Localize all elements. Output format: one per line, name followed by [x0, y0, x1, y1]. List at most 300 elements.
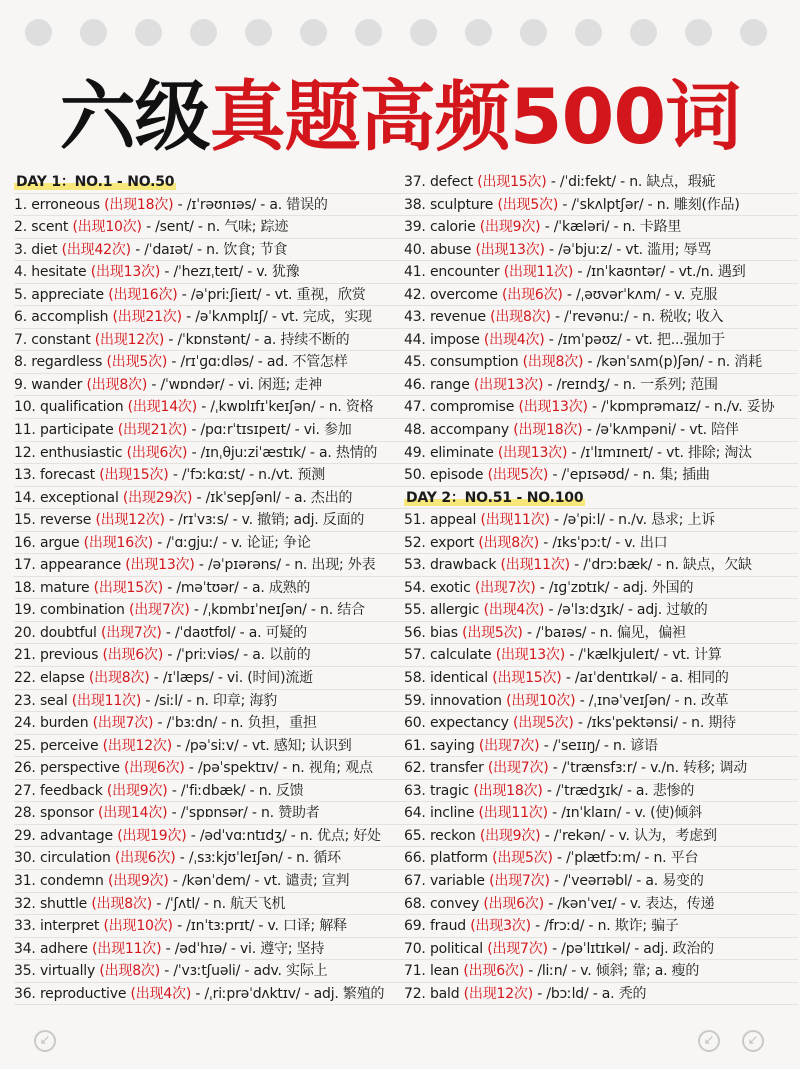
word-entry [404, 960, 798, 983]
binder-hole [80, 19, 107, 46]
word-entry [14, 464, 404, 487]
word-frequency: (出现15次) [99, 467, 169, 484]
word-frequency: (出现29次) [122, 489, 193, 506]
binder-hole [25, 19, 52, 46]
word-term: bald [429, 985, 460, 1002]
word-term: calculate [429, 647, 492, 664]
word-frequency: (出现6次) [483, 895, 544, 912]
word-definition: - /ˈplætfɔːm/ - n. 平台 [552, 850, 699, 867]
binder-hole [520, 19, 547, 46]
word-definition: - /ɪnˈtɜːprɪt/ - v. 口译; 解释 [172, 918, 347, 935]
word-definition: - /ɪksˈpɔːt/ - v. 出口 [539, 534, 668, 551]
word-term: constant [31, 331, 91, 348]
binder-hole [410, 19, 437, 46]
word-entry [14, 194, 404, 217]
word-entry [14, 712, 404, 735]
word-definition: - /ˌriːprəˈdʌktɪv/ - adj. 繁殖的 [191, 985, 385, 1002]
word-term: perceive [39, 737, 99, 754]
word-frequency: (出现8次) [522, 354, 584, 371]
word-term: political [429, 940, 483, 957]
word-number: 57. [404, 647, 426, 664]
word-term: previous [39, 647, 99, 664]
word-number: 38. [404, 196, 426, 213]
word-term: compromise [429, 399, 515, 416]
word-term: consumption [429, 354, 519, 371]
word-definition: - /ˈvɜːtʃuəli/ - adv. 实际上 [159, 963, 328, 980]
word-entry [404, 284, 798, 307]
word-definition: - /ˈtrænsfɜːr/ - v./n. 转移; 调动 [548, 760, 748, 777]
word-number: 48. [404, 422, 426, 439]
word-number: 36. [14, 985, 36, 1002]
word-number: 71. [404, 963, 426, 980]
word-term: variable [429, 872, 485, 889]
word-term: overcome [429, 286, 498, 303]
word-definition: - /ˈrevənuː/ - n. 税收; 收入 [550, 309, 724, 326]
word-number: 41. [404, 264, 426, 281]
word-frequency: (出现13次) [90, 264, 161, 281]
word-term: range [429, 376, 470, 393]
word-term: doubtful [39, 624, 97, 641]
word-number: 72. [404, 985, 426, 1002]
word-number: 66. [404, 850, 426, 867]
word-number: 4. [14, 264, 27, 281]
word-term: abuse [429, 241, 472, 258]
word-number: 27. [14, 782, 36, 799]
word-entry [14, 757, 404, 780]
word-number: 68. [404, 895, 426, 912]
word-definition: - /aɪˈdentɪkəl/ - a. 相同的 [561, 670, 729, 687]
word-definition: - /ˈdrɔːbæk/ - n. 缺点，欠缺 [569, 557, 752, 574]
word-frequency: (出现42次) [61, 241, 131, 258]
word-definition: - /ˈʃʌtl/ - n. 航天飞机 [151, 895, 286, 912]
word-number: 64. [404, 805, 426, 822]
word-term: enthusiastic [39, 444, 123, 461]
word-definition: - /pəˈspektɪv/ - n. 视角; 观点 [184, 760, 373, 777]
word-entry [14, 667, 404, 690]
word-number: 54. [404, 579, 426, 596]
word-frequency: (出现7次) [474, 579, 536, 596]
word-term: accompany [429, 422, 509, 439]
word-term: defect [429, 174, 473, 190]
word-frequency: (出现5次) [512, 715, 574, 732]
word-entry [404, 915, 798, 938]
word-entry [404, 938, 798, 961]
word-definition: - /ɪɡˈzɒtɪk/ - adj. 外国的 [535, 579, 694, 596]
word-number: 14. [14, 489, 36, 506]
word-term: expectancy [429, 715, 509, 732]
word-term: appeal [429, 512, 477, 529]
word-entry [404, 667, 798, 690]
word-frequency: (出现7次) [92, 715, 154, 732]
word-term: wander [31, 376, 83, 393]
word-frequency: (出现7次) [487, 760, 549, 777]
word-frequency: (出现21次) [112, 309, 182, 326]
word-frequency: (出现12次) [102, 737, 172, 754]
word-number: 10. [14, 399, 36, 416]
word-definition: - /ˈkælkjuleɪt/ - vt. 计算 [565, 647, 722, 664]
word-entry [14, 938, 404, 961]
word-number: 34. [14, 940, 36, 957]
word-entry [404, 554, 798, 577]
word-definition: - /əˈpriːʃieɪt/ - vt. 重视，欣赏 [177, 286, 366, 303]
word-number: 23. [14, 692, 36, 709]
word-term: fraud [429, 918, 466, 935]
word-term: eliminate [429, 444, 494, 461]
word-definition: - /əˈpɪərəns/ - n. 出现; 外表 [194, 557, 376, 574]
word-frequency: (出现7次) [489, 872, 550, 889]
word-frequency: (出现16次) [83, 534, 154, 551]
word-entry [404, 532, 798, 555]
word-frequency: (出现5次) [497, 196, 559, 213]
word-term: incline [429, 805, 475, 822]
word-entry [14, 554, 404, 577]
word-frequency: (出现6次) [102, 647, 164, 664]
word-number: 17. [14, 557, 36, 574]
binder-hole [245, 19, 272, 46]
word-term: sponsor [39, 805, 94, 822]
word-frequency: (出现15次) [477, 174, 547, 190]
word-frequency: (出现6次) [126, 444, 188, 461]
word-definition: - /ədˈhɪə/ - vi. 遵守; 坚持 [161, 940, 325, 957]
word-term: exotic [429, 579, 471, 596]
word-number: 33. [14, 918, 36, 935]
word-number: 18. [14, 579, 36, 596]
word-term: combination [39, 602, 125, 619]
word-frequency: (出现7次) [487, 940, 548, 957]
word-definition: - /sent/ - n. 气味; 踪迹 [141, 219, 289, 236]
word-frequency: (出现5次) [487, 467, 549, 484]
word-term: circulation [39, 850, 111, 867]
word-entry [404, 802, 798, 825]
word-number: 5. [14, 286, 27, 303]
word-entry [14, 690, 404, 713]
word-frequency: (出现18次) [513, 422, 583, 439]
word-term: reproductive [39, 985, 127, 1002]
word-entry [404, 442, 798, 465]
binder-hole [685, 19, 712, 46]
word-entry [14, 847, 404, 870]
word-entry [14, 487, 404, 510]
word-frequency: (出现9次) [479, 219, 541, 236]
page-title: 六级真题高频500词 [59, 72, 741, 161]
word-number: 26. [14, 760, 36, 777]
word-number: 21. [14, 647, 36, 664]
word-entry [14, 802, 404, 825]
word-term: innovation [429, 692, 502, 709]
word-entry [404, 644, 798, 667]
word-frequency: (出现7次) [128, 602, 190, 619]
word-term: elapse [39, 670, 85, 687]
word-number: 11. [14, 422, 36, 439]
word-frequency: (出现3次) [470, 918, 531, 935]
word-number: 35. [14, 963, 36, 980]
word-definition: - /ˌsɜːkjʊˈleɪʃən/ - n. 循环 [175, 850, 341, 867]
word-number: 6. [14, 309, 27, 326]
word-definition: - /ˈkæləri/ - n. 卡路里 [540, 219, 682, 236]
word-entry [404, 374, 798, 397]
word-entry [404, 847, 798, 870]
word-definition: - /əˈbjuːz/ - vt. 滥用; 辱骂 [544, 241, 712, 258]
word-term: regardless [31, 354, 103, 371]
word-definition: - /ˌkwɒlɪfɪˈkeɪʃən/ - n. 资格 [196, 399, 374, 416]
word-frequency: (出现6次) [114, 850, 176, 867]
word-frequency: (出现5次) [492, 850, 553, 867]
word-term: bias [429, 624, 458, 641]
word-definition: - /ˈepɪsəʊd/ - n. 集; 插曲 [548, 467, 710, 484]
word-number: 22. [14, 670, 36, 687]
word-frequency: (出现6次) [502, 286, 563, 303]
word-definition: - /pəˈsiːv/ - vt. 感知; 认识到 [172, 737, 352, 754]
word-term: mature [39, 579, 90, 596]
word-frequency: (出现10次) [506, 692, 576, 709]
binder-hole [740, 19, 767, 46]
word-number: 70. [404, 940, 426, 957]
word-entry [404, 712, 798, 735]
word-entry [14, 825, 404, 848]
word-frequency: (出现19次) [117, 827, 187, 844]
word-number: 61. [404, 737, 426, 754]
word-entry [404, 329, 798, 352]
word-entry [404, 396, 798, 419]
word-number: 47. [404, 399, 426, 416]
word-term: saying [429, 737, 475, 754]
word-frequency: (出现4次) [130, 985, 192, 1002]
word-entry [14, 442, 404, 465]
word-definition: - /ˈbaɪəs/ - n. 偏见，偏袒 [522, 624, 686, 641]
word-number: 37. [404, 174, 426, 190]
word-entry [404, 780, 798, 803]
word-term: transfer [429, 760, 484, 777]
word-term: identical [429, 670, 488, 687]
word-term: episode [429, 467, 484, 484]
word-entry [404, 216, 798, 239]
binder-hole [135, 19, 162, 46]
word-entry [14, 983, 404, 1006]
word-frequency: (出现16次) [108, 286, 178, 303]
word-number: 8. [14, 354, 27, 371]
word-definition: - /rɪˈvɜːs/ - v. 撤销; adj. 反面的 [164, 512, 365, 529]
word-entry [14, 780, 404, 803]
word-number: 58. [404, 670, 426, 687]
word-definition: - /ˈbɜːdn/ - n. 负担，重担 [153, 715, 317, 732]
binder-hole [355, 19, 382, 46]
word-number: 30. [14, 850, 36, 867]
word-term: shuttle [39, 895, 88, 912]
word-definition: - /ˈseɪɪŋ/ - n. 谚语 [539, 737, 658, 754]
word-frequency: (出现13次) [475, 241, 545, 258]
word-entry [14, 419, 404, 442]
word-term: reckon [429, 827, 476, 844]
word-definition: - /ˌkɒmbɪˈneɪʃən/ - n. 结合 [189, 602, 365, 619]
word-entry [14, 735, 404, 758]
word-definition: - /ˈveərɪəbl/ - a. 易变的 [549, 872, 704, 889]
word-entry [404, 983, 798, 1006]
binder-hole [465, 19, 492, 46]
binder-hole [575, 19, 602, 46]
word-frequency: (出现10次) [103, 918, 173, 935]
word-number: 67. [404, 872, 426, 889]
word-term: participate [39, 422, 114, 439]
word-definition: - /bɔːld/ - a. 秃的 [533, 985, 647, 1002]
word-entry [14, 893, 404, 916]
word-definition: - /ˈfɔːkɑːst/ - n./vt. 预测 [168, 467, 326, 484]
word-definition: - /əˈkʌmplɪʃ/ - vt. 完成，实现 [181, 309, 372, 326]
word-number: 46. [404, 376, 426, 393]
word-entry [404, 351, 798, 374]
word-entry [404, 239, 798, 262]
word-definition: - /reɪndʒ/ - n. 一系列; 范围 [543, 376, 718, 393]
word-frequency: (出现21次) [117, 422, 188, 439]
word-term: perspective [39, 760, 120, 777]
word-definition: - /ədˈvɑːntɪdʒ/ - n. 优点; 好处 [186, 827, 381, 844]
word-term: condemn [39, 872, 104, 889]
word-definition: - /ɪˈlɪmɪneɪt/ - vt. 排除; 淘汰 [567, 444, 752, 461]
word-definition: - /ɪmˈpəʊz/ - vt. 把...强加于 [544, 331, 725, 348]
word-frequency: (出现14次) [127, 399, 197, 416]
word-entry [14, 960, 404, 983]
word-frequency: (出现9次) [106, 782, 168, 799]
word-definition: - /siːl/ - n. 印章; 海豹 [141, 692, 277, 709]
word-term: appearance [39, 557, 122, 574]
arrow-circle-icon: ↙ [742, 1030, 764, 1052]
word-term: forecast [39, 467, 95, 484]
word-definition: - /ˈkɒnstənt/ - a. 持续不断的 [164, 331, 350, 348]
word-term: seal [39, 692, 68, 709]
word-term: revenue [429, 309, 486, 326]
word-number: 16. [14, 534, 36, 551]
word-number: 69. [404, 918, 426, 935]
word-entry [14, 239, 404, 262]
word-definition: - /pəˈlɪtɪkəl/ - adj. 政治的 [547, 940, 714, 957]
word-term: drawback [429, 557, 497, 574]
word-frequency: (出现13次) [473, 376, 544, 393]
word-entry [14, 351, 404, 374]
word-definition: - /ˈtrædʒɪk/ - a. 悲惨的 [542, 782, 695, 799]
word-definition: - /ˌəʊvərˈkʌm/ - v. 克服 [562, 286, 718, 303]
word-number: 43. [404, 309, 426, 326]
word-definition: - /əˈkʌmpəni/ - vt. 陪伴 [582, 422, 739, 439]
word-definition: - /ˈrekən/ - v. 认为，考虑到 [540, 827, 717, 844]
word-number: 51. [404, 512, 426, 529]
word-frequency: (出现7次) [478, 737, 540, 754]
word-definition: - /əˈpiːl/ - n./v. 恳求; 上诉 [549, 512, 716, 529]
word-entry [404, 757, 798, 780]
word-entry [14, 306, 404, 329]
word-number: 32. [14, 895, 36, 912]
word-number: 28. [14, 805, 36, 822]
word-term: scent [31, 219, 69, 236]
word-term: virtually [39, 963, 96, 980]
right-column [404, 171, 798, 1005]
word-frequency: (出现15次) [492, 670, 562, 687]
word-term: accomplish [31, 309, 109, 326]
word-term: encounter [429, 264, 500, 281]
word-definition: - /rɪˈɡɑːdləs/ - ad. 不管怎样 [167, 354, 348, 371]
word-term: impose [429, 331, 480, 348]
word-term: qualification [39, 399, 124, 416]
word-number: 15. [14, 512, 36, 529]
word-definition: - /ˈpriːviəs/ - a. 以前的 [163, 647, 311, 664]
word-frequency: (出现13次) [125, 557, 195, 574]
word-entry [14, 396, 404, 419]
arrow-circle-icon: ↙ [698, 1030, 720, 1052]
word-frequency: (出现5次) [106, 354, 168, 371]
word-entry [404, 577, 798, 600]
word-entry [14, 915, 404, 938]
day1-header: DAY 1：NO.1 - NO.50 [14, 171, 404, 194]
word-number: 1. [14, 196, 27, 213]
day2-header: DAY 2：NO.51 - NO.100 [404, 487, 798, 510]
word-frequency: (出现8次) [91, 895, 152, 912]
word-entry [404, 306, 798, 329]
word-frequency: (出现13次) [497, 444, 568, 461]
word-term: export [429, 534, 475, 551]
word-term: reverse [39, 512, 92, 529]
word-frequency: (出现9次) [479, 827, 541, 844]
word-number: 40. [404, 241, 426, 258]
word-frequency: (出现8次) [490, 309, 551, 326]
word-definition: - /ɪnˈklaɪn/ - v. (使)倾斜 [547, 805, 703, 822]
word-frequency: (出现8次) [99, 963, 160, 980]
word-entry [404, 893, 798, 916]
word-number: 53. [404, 557, 426, 574]
word-frequency: (出现11次) [92, 940, 162, 957]
word-definition: - /ˈfiːdbæk/ - n. 反馈 [167, 782, 304, 799]
word-frequency: (出现6次) [124, 760, 185, 777]
word-number: 9. [14, 376, 27, 393]
word-entry [404, 509, 798, 532]
word-number: 45. [404, 354, 426, 371]
word-term: argue [39, 534, 80, 551]
word-frequency: (出现8次) [88, 670, 150, 687]
word-entry [14, 509, 404, 532]
word-frequency: (出现12次) [463, 985, 533, 1002]
word-number: 19. [14, 602, 36, 619]
word-entry [404, 194, 798, 217]
word-frequency: (出现4次) [483, 602, 545, 619]
word-definition: - /ˈdiːfekt/ - n. 缺点，瑕疵 [546, 174, 716, 190]
binder-hole [300, 19, 327, 46]
word-number: 50. [404, 467, 426, 484]
word-definition: - /ˈdaɪət/ - n. 饮食; 节食 [130, 241, 288, 258]
word-definition: - /kənˈsʌm(p)ʃən/ - n. 消耗 [583, 354, 762, 371]
word-number: 12. [14, 444, 36, 461]
word-entry [404, 690, 798, 713]
word-definition: - /ɪnˌθjuːziˈæstɪk/ - a. 热情的 [187, 444, 378, 461]
word-number: 29. [14, 827, 36, 844]
word-entry [404, 261, 798, 284]
word-entry [404, 171, 798, 194]
word-definition: - /kənˈdem/ - vt. 谴责; 宣判 [168, 872, 350, 889]
word-number: 56. [404, 624, 426, 641]
word-definition: - /frɔːd/ - n. 欺诈; 骗子 [530, 918, 679, 935]
word-number: 65. [404, 827, 426, 844]
word-term: advantage [39, 827, 113, 844]
word-term: diet [31, 241, 58, 258]
word-definition: - /ˈspɒnsər/ - n. 赞助者 [167, 805, 320, 822]
word-term: interpret [39, 918, 100, 935]
word-frequency: (出现10次) [72, 219, 142, 236]
word-entry [14, 577, 404, 600]
binder-hole [630, 19, 657, 46]
word-definition: - /pɑːrˈtɪsɪpeɪt/ - vi. 参加 [187, 422, 352, 439]
word-definition: - /məˈtʊər/ - a. 成熟的 [163, 579, 311, 596]
word-entry [404, 599, 798, 622]
word-entry [404, 735, 798, 758]
word-term: adhere [39, 940, 88, 957]
word-definition: - /əˈlɜːdʒɪk/ - adj. 过敏的 [544, 602, 708, 619]
word-frequency: (出现18次) [104, 196, 174, 213]
